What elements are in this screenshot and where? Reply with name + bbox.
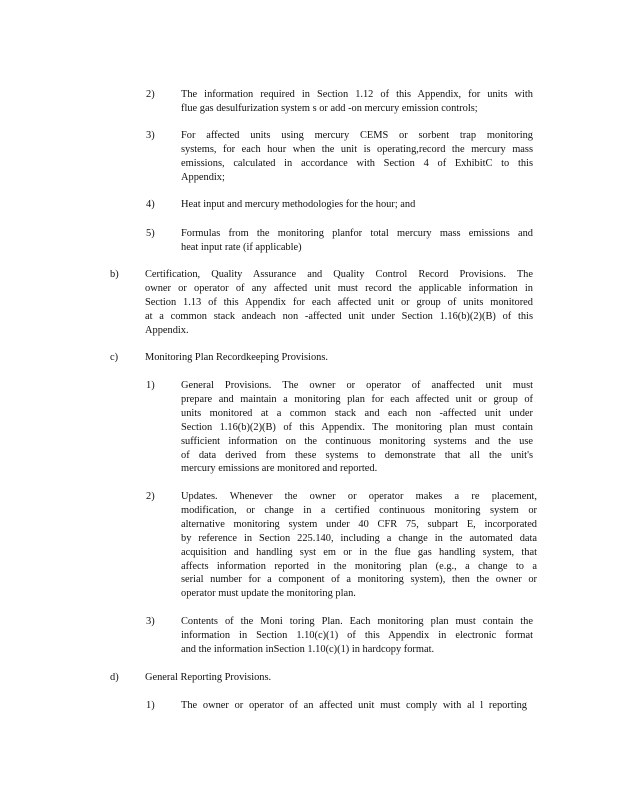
paragraph-text: [181, 227, 533, 255]
text-line: alternative monitoring system under 40 CFR 75, subpart E, incorporated: [181, 518, 537, 530]
text-line: General Reporting Provisions.: [145, 672, 272, 683]
text-line: at a common stack andeach non -affected unit under Section 1.16(b)(2)(B) of this: [145, 310, 533, 322]
text-line: Formulas from the monitoring planfor total mercury mass emissions and: [181, 228, 533, 239]
text-line: units monitored at a common stack and each non -affected unit under: [181, 407, 533, 419]
paragraph-text: [181, 699, 527, 713]
paragraph-text: [145, 268, 533, 338]
text-line: The owner or operator of an affected unit must comply with al l reporting: [181, 700, 527, 711]
text-line: General Provisions. The owner or operator of anaffected unit must: [181, 380, 533, 391]
text-line: For affected units using mercury CEMS or sorbent trap monitoring: [181, 130, 533, 141]
text-line: Certification, Quality Assurance and Quality Control Record Provisions. The: [145, 269, 533, 280]
paragraph-label: 1): [146, 700, 155, 711]
paragraph-text: [181, 129, 533, 185]
text-line: prepare and maintain a monitoring plan for each affected unit or group of: [181, 393, 533, 405]
paragraph-label: 3): [146, 616, 155, 627]
text-line: sufficient information on the continuous monitoring systems and the use: [181, 435, 533, 447]
paragraph-label: 4): [146, 199, 155, 210]
paragraph-text: [181, 490, 537, 601]
text-line: information in Section 1.10(c)(1) of this Appendix in electronic format: [181, 629, 533, 641]
text-line: Updates. Whenever the owner or operator makes a re placement,: [181, 491, 537, 502]
text-line: operator must update the monitoring plan.: [181, 588, 356, 600]
paragraph-label: 2): [146, 89, 155, 100]
text-line: Section 1.16(b)(2)(B) of this Appendix. The monitoring plan must contain: [181, 421, 533, 433]
paragraph-label: 1): [146, 380, 155, 391]
paragraph-text: [145, 671, 533, 685]
text-line: of data derived from these systems to demonstrate that all the unit's: [181, 449, 533, 461]
paragraph-text: [181, 615, 533, 657]
text-line: Heat input and mercury methodologies for the hour; and: [181, 199, 416, 210]
paragraph-label: c): [110, 352, 119, 363]
paragraph-label: 2): [146, 491, 155, 502]
text-line: Appendix;: [181, 171, 225, 183]
text-line: emissions, calculated in accordance with Section 4 of ExhibitC to this: [181, 157, 533, 169]
text-line: Section 1.13 of this Appendix for each affected unit or group of units monitored: [145, 296, 533, 308]
text-line: systems, for each hour when the unit is operating,record the mercury mass: [181, 143, 533, 155]
text-line: flue gas desulfurization system s or add -on mercury emission controls;: [181, 102, 478, 114]
text-line: Contents of the Moni toring Plan. Each monitoring plan must contain the: [181, 616, 533, 627]
paragraph-label: d): [110, 672, 119, 683]
text-line: The information required in Section 1.12 of this Appendix, for units with: [181, 89, 533, 100]
text-line: acquisition and handling syst em or in the flue gas handling system, that: [181, 546, 537, 558]
text-line: owner or operator of any affected unit must record the applicable information in: [145, 282, 533, 294]
text-line: modification, or change in a certified continuous monitoring system or: [181, 504, 537, 516]
text-line: Appendix.: [145, 324, 189, 336]
text-line: Monitoring Plan Recordkeeping Provisions.: [145, 352, 328, 363]
paragraph-label: b): [110, 269, 119, 280]
text-line: affects information reported in the monitoring plan (e.g., a change to a: [181, 560, 537, 572]
text-line: by reference in Section 225.140, including a change in the automated data: [181, 532, 537, 544]
text-line: serial number for a component of a monitoring system), then the owner or: [181, 574, 537, 586]
paragraph-text: [181, 198, 533, 212]
paragraph-label: 5): [146, 228, 155, 239]
text-line: mercury emissions are monitored and reported.: [181, 463, 378, 475]
paragraph-text: [181, 379, 533, 476]
paragraph-label: 3): [146, 130, 155, 141]
text-line: heat input rate (if applicable): [181, 241, 302, 253]
text-line: and the information inSection 1.10(c)(1) in hardcopy format.: [181, 643, 435, 655]
paragraph-text: [181, 88, 533, 116]
paragraph-text: [145, 351, 533, 365]
